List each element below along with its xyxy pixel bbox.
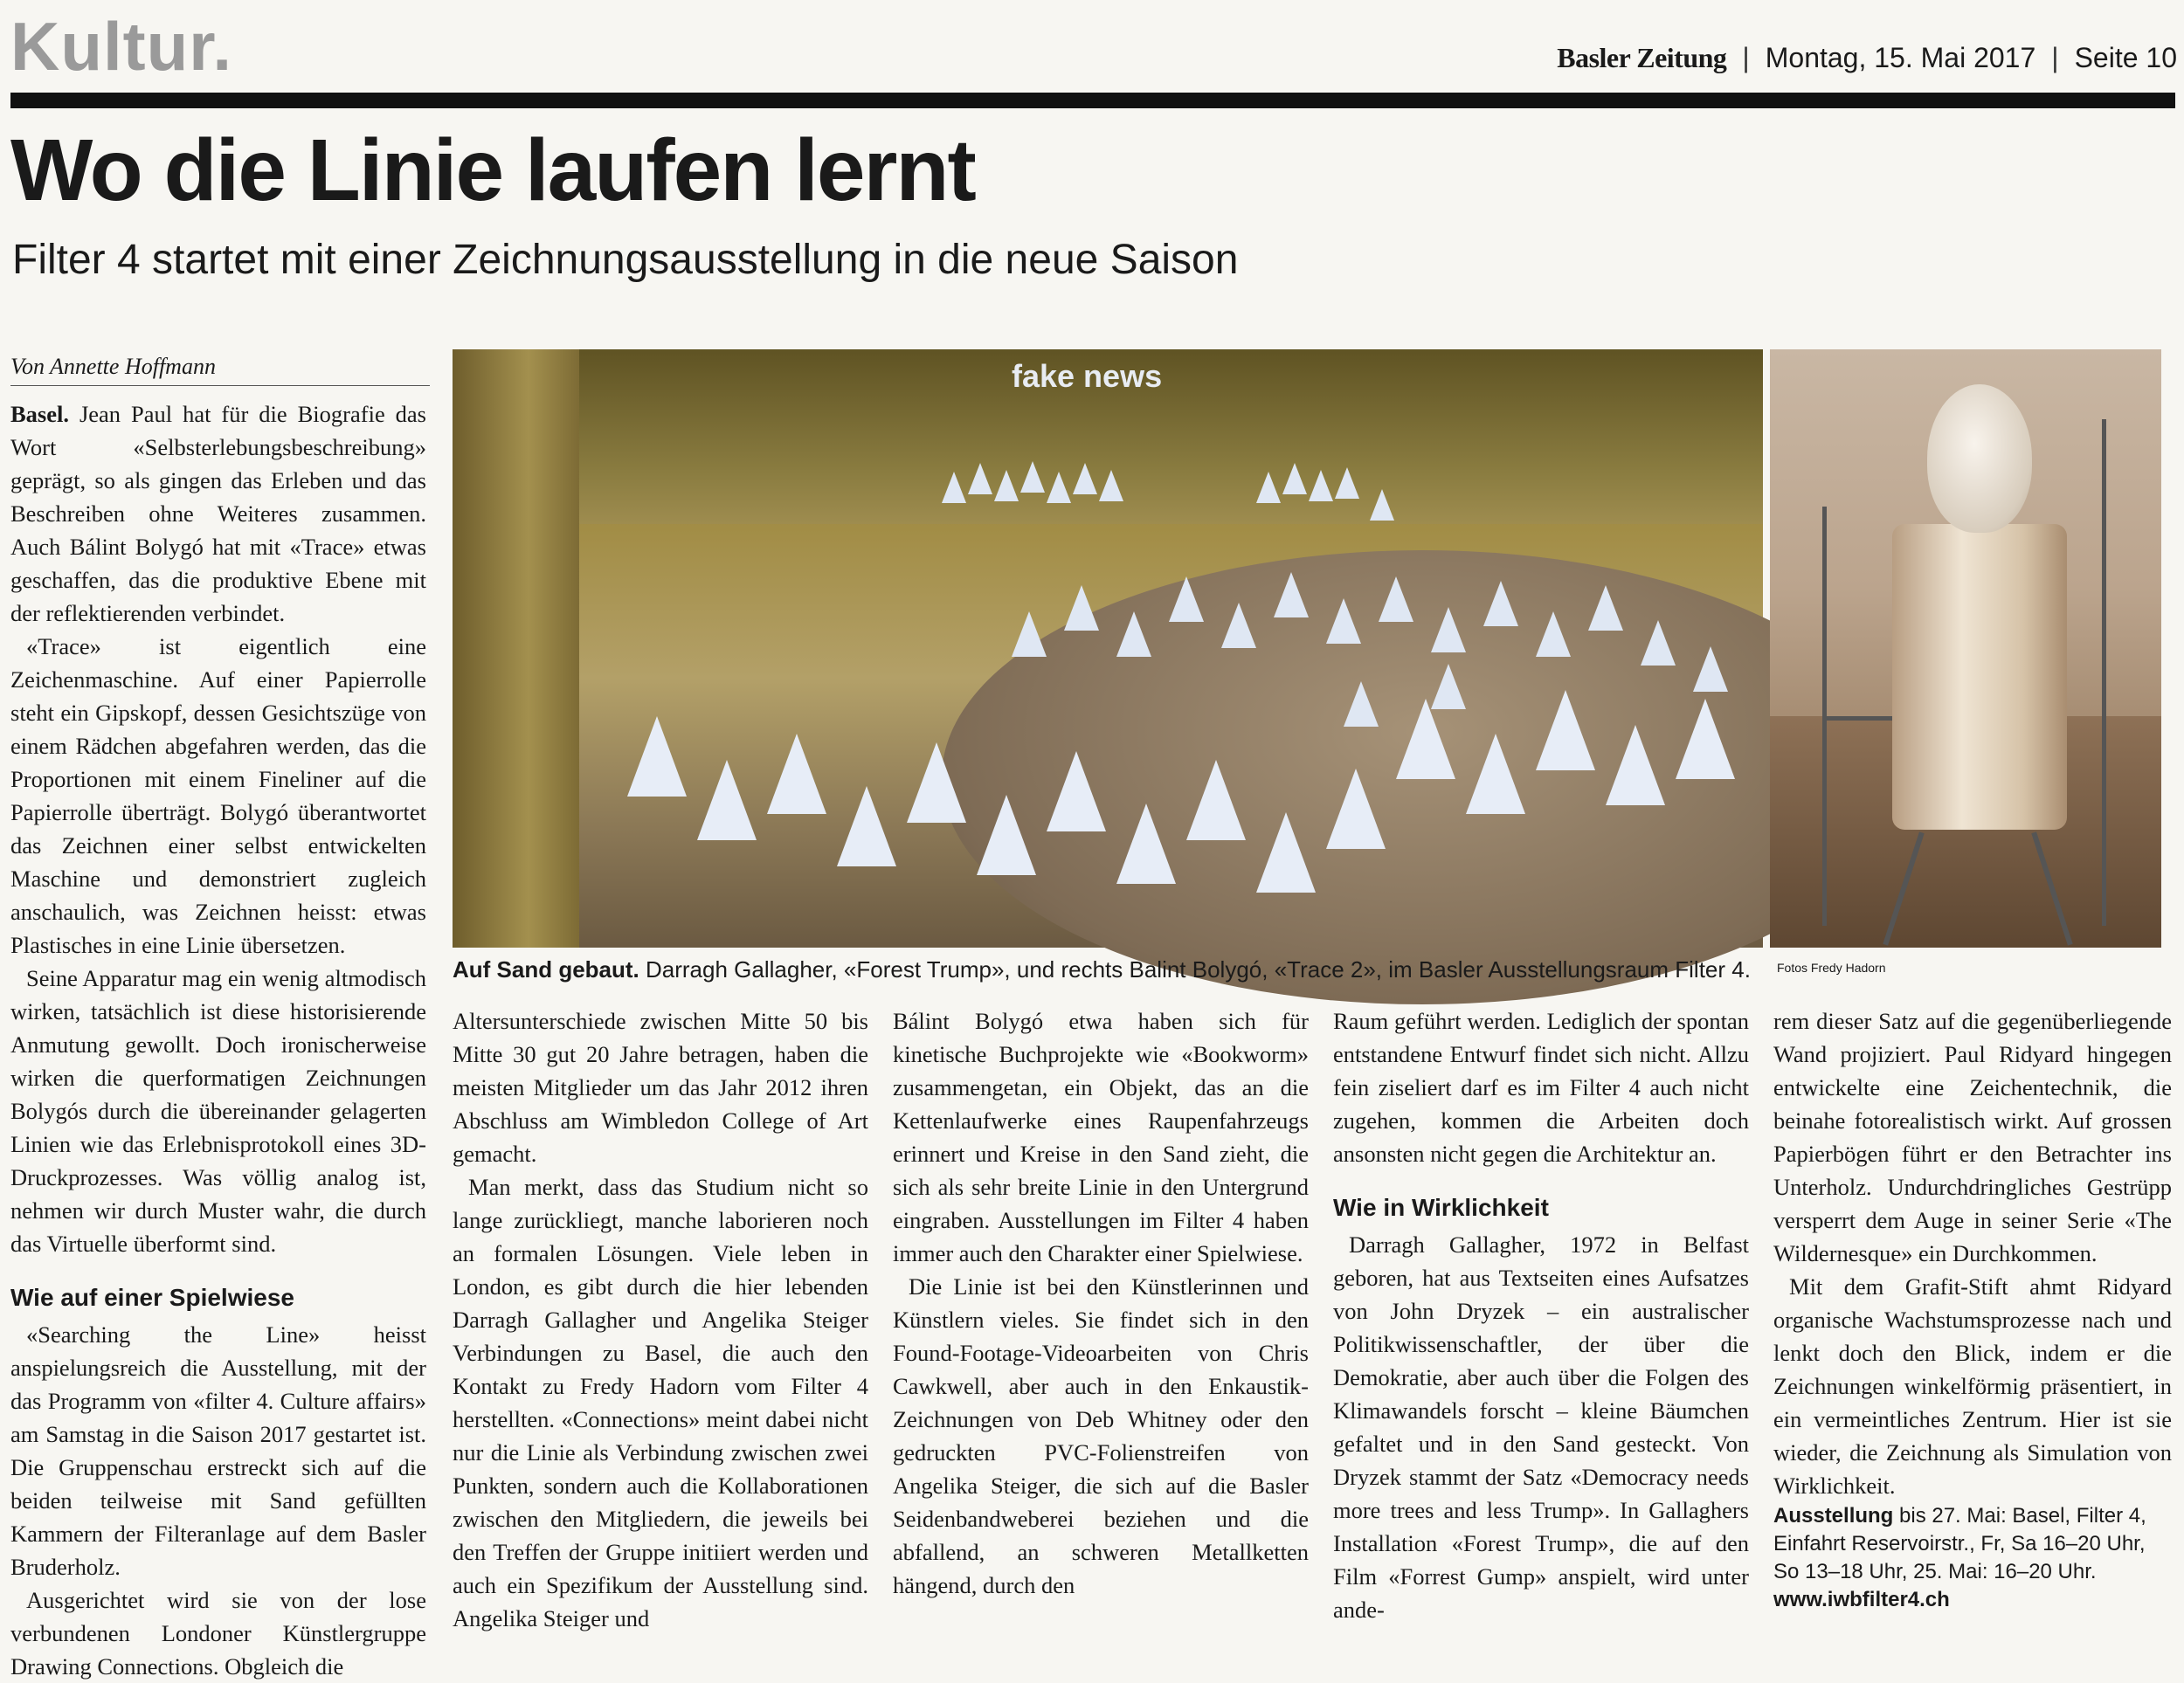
paper-tree <box>1309 470 1333 501</box>
paper-tree <box>1274 572 1309 617</box>
paper-tree <box>994 470 1019 501</box>
paper-tree <box>1641 620 1676 666</box>
paragraph: Mit dem Grafit-Stift ahmt Ridyard organische Wachstumsprozesse nach und lenkt doch den Blick, indem er die Zeichnungen winkelförmig präsentiert, in ein vermeintliches Zentrum. Hier ist sie wieder, die Zeichnung als Simulation von Wirklichkeit. <box>1773 1273 2172 1499</box>
text-column-4 <box>1333 1004 1749 1623</box>
paragraph: Raum geführt werden. Lediglich der spontan entstandene Entwurf findet sich nicht. Allzu fein ziseliert darf es im Filter 4 auch nicht zugehen, kommen die Arbeiten doch ansonsten nicht gegen die Architektur an. <box>1333 1008 1749 1167</box>
paper-tree <box>1431 664 1466 709</box>
paper-tree <box>1012 611 1047 657</box>
text-column-3 <box>893 1004 1309 1598</box>
paper-tree <box>1344 681 1379 727</box>
paragraph: rem dieser Satz auf die gegenüberliegende Wand projiziert. Paul Ridyard hingegen entwickelte eine Zeichentechnik, die beinahe fotorealistisch wirkt. Auf grossen Papierbögen führt er den Betrachter ins Unterholz. Undurchdringliches Gestrüpp versperrt dem Auge in seiner Serie «The Wildernesque» ein Durchkommen. <box>1773 1008 2172 1266</box>
paragraph-text: Jean Paul hat für die Biografie das Wort «Selbsterlebungsbeschreibung» geprägt, so als gingen das Erleben und das Beschreiben ohne Weiteres zusammen. Auch Bálint Bolygó hat mit «Trace» etwas geschaffen, das die produktive Ebene mit der reflektierenden verbindet. <box>10 401 426 626</box>
paper-tree <box>627 716 687 797</box>
paper-tree <box>1536 611 1571 657</box>
paper-tree <box>1186 760 1246 840</box>
paragraph: Seine Apparatur mag ein wenig altmodisch wirken, tatsächlich ist diese historisierende Anmutung gewollt. Doch ironischerweise wirken die querformatigen Zeichnungen Bolygós durch die übereinander gelagerten Linien wie das Erlebnisprotokoll eines 3D-Druckprozesses. Was völlig analog ist, nehmen wir durch Muster wahr, die durch das Virtuelle überformt sind. <box>10 965 426 1257</box>
dateline: Basel. <box>10 401 69 427</box>
subtitle: Filter 4 startet mit einer Zeichnungsausstellung in die neue Saison <box>12 237 1239 283</box>
paper-tree <box>1606 725 1665 805</box>
paper-tree <box>1169 576 1204 622</box>
paper-tree <box>1431 607 1466 652</box>
machine-rod <box>2102 419 2106 926</box>
paper-tree <box>1370 489 1394 521</box>
info-text: bis 27. Mai: Basel, Filter 4, Einfahrt Reservoirstr., Fr, Sa 16–20 Uhr, So 13–18 Uhr, 25. Mai: 16–20 Uhr. <box>1773 1504 2146 1583</box>
paper-tree <box>837 786 896 866</box>
photo-caption <box>453 956 1751 983</box>
paper-tree <box>1693 646 1728 692</box>
paper-tree <box>767 734 826 814</box>
paper-tree <box>942 472 966 503</box>
paragraph <box>10 397 426 630</box>
paper-tree <box>1073 463 1097 494</box>
masthead-separator: | <box>1742 42 1750 73</box>
paper-tree <box>697 760 757 840</box>
paper-tree <box>1676 699 1735 779</box>
paper-tree <box>1020 461 1045 493</box>
photo-trace-2 <box>1770 349 2161 948</box>
paper-tree <box>1116 611 1151 657</box>
paragraph: Die Linie ist bei den Künstlerinnen und Künstlern vieles. Sie findet sich in den Found-Footage-Videoarbeiten von Chris Cawkwell, aber auch in den Enkaustik-Zeichnungen von Deb Whitney oder den gedruckten PVC-Folienstreifen von Angelika Steiger, die sich auf die Basler Seidenbandweberei beziehen und die abfallend, an schweren Metallketten hängend, durch den <box>893 1273 1309 1598</box>
headline: Wo die Linie laufen lernt <box>10 121 975 219</box>
page-number: Seite 10 <box>2074 42 2177 73</box>
paragraph: Man merkt, dass das Studium nicht so lange zurückliegt, manche laborieren noch an formalen Lösungen. Viele leben in London, es gibt durch die hier lebenden Darragh Gallagher und Angelika Steiger Verbindungen zu Basel, die auch den Kontakt zu Fredy Hadorn vom Filter 4 herstellten. «Connections» meint dabei nicht nur die Linie als Verbindung zwischen zwei Punkten, sondern auch die Kollaborationen zwischen den Mitgliedern, die jeweils bei den Treffen der Gruppe initiiert werden und auch ein Spezifikum der Ausstellung sind. Angelika Steiger und <box>453 1174 868 1631</box>
plaster-head <box>1927 384 2032 533</box>
paper-roll <box>1892 524 2067 830</box>
header-rule <box>10 93 2175 108</box>
paragraph: Altersunterschiede zwischen Mitte 50 bis Mitte 30 gut 20 Jahre betragen, haben die meisten Mitglieder um das Jahr 2012 ihren Abschluss am Wimbledon College of Art gemacht. <box>453 1008 868 1167</box>
paper-tree <box>1326 598 1361 644</box>
info-label: Ausstellung <box>1773 1504 1894 1528</box>
photo-backwall <box>579 349 1763 524</box>
caption-text: Darragh Gallagher, «Forest Trump», und rechts Balint Bolygó, «Trace 2», im Basler Ausstellungsraum Filter 4. <box>639 956 1751 983</box>
newspaper-name: Basler Zeitung <box>1557 42 1727 73</box>
paper-tree <box>1221 603 1256 648</box>
paper-tree <box>1536 690 1595 770</box>
website-link[interactable]: www.iwbfilter4.ch <box>1773 1588 1950 1611</box>
paragraph: «Trace» ist eigentlich eine Zeichenmaschine. Auf einer Papierrolle steht ein Gipskopf, dessen Gesichtszüge von einem Rädchen abgefahren werden, das die Proportionen mit einem Fineliner auf die Papierrolle überträgt. Bolygó überantwortet das Zeichnen einer selbst entwickelten Maschine und demonstriert zugleich anschaulich, was Zeichnen heisst: etwas Plastisches in eine Linie übersetzen. <box>10 633 426 958</box>
byline: Von Annette Hoffmann <box>10 354 430 386</box>
masthead-separator: | <box>2051 42 2059 73</box>
paper-tree <box>1064 585 1099 631</box>
paper-tree <box>1396 699 1455 779</box>
paragraph: Ausgerichtet wird sie von der lose verbundenen Londoner Künstlergruppe Drawing Connections. Obgleich die <box>10 1587 426 1680</box>
paragraph: Darragh Gallagher, 1972 in Belfast geboren, hat aus Textseiten eines Aufsatzes von John Dryzek – ein australischer Politikwissenschaftler, der über die Demokratie, aber auch über die Folgen des Klimawandels forscht – kleine Bäumchen gefaltet und in den Sand gesteckt. Von Dryzek stammt der Satz «Democracy needs more trees and less Trump». In Gallaghers Installation «Forest Trump», die auf den Film «Forrest Gump» anspielt, wird unter ande- <box>1333 1231 1749 1623</box>
paper-tree <box>907 742 966 823</box>
text-column-1 <box>10 397 426 1680</box>
masthead <box>1557 42 2177 74</box>
caption-lead: Auf Sand gebaut. <box>453 956 639 983</box>
paper-tree <box>977 795 1036 875</box>
paper-tree <box>1588 585 1623 631</box>
issue-date: Montag, 15. Mai 2017 <box>1765 42 2036 73</box>
paragraph: Bálint Bolygó etwa haben sich für kinetische Buchprojekte wie «Bookworm» zusammengetan, ein Objekt, das an die Kettenlaufwerke eines Raupenfahrzeugs erinnert und Kreise in den Sand zieht, die sich als sehr breite Linie in den Untergrund eingraben. Ausstellungen im Filter 4 haben immer auch den Charakter einer Spielwiese. <box>893 1008 1309 1266</box>
photo-forest-trump <box>453 349 1763 948</box>
text-column-2 <box>453 1004 868 1631</box>
subheading: Wie auf einer Spielwiese <box>10 1284 294 1311</box>
paper-tree <box>1256 472 1281 503</box>
paper-tree <box>1466 734 1525 814</box>
subheading: Wie in Wirklichkeit <box>1333 1194 1549 1221</box>
paper-tree <box>1256 812 1316 893</box>
paragraph: «Searching the Line» heisst anspielungsreich die Ausstellung, mit der das Programm von «filter 4. Culture affairs» am Samstag in die Saison 2017 gestartet ist. Die Gruppenschau erstreckt sich auf die beiden teilweise mit Sand gefüllten Kammern der Filteranlage auf dem Basler Bruderholz. <box>10 1321 426 1580</box>
exhibition-info <box>1773 1502 2172 1614</box>
paper-tree <box>1099 470 1123 501</box>
section-title: Kultur. <box>10 8 232 85</box>
paper-tree <box>1282 463 1307 494</box>
text-column-5 <box>1773 1004 2172 1611</box>
paper-tree <box>1047 472 1071 503</box>
paper-tree <box>1326 769 1386 849</box>
paper-tree <box>968 463 992 494</box>
paper-tree <box>1047 751 1106 831</box>
paper-tree <box>1483 581 1518 626</box>
paper-tree <box>1335 467 1359 499</box>
projected-text: fake news <box>1012 358 1163 394</box>
photo-wall <box>453 349 579 948</box>
photo-credit: Fotos Fredy Hadorn <box>1777 961 1886 975</box>
paper-tree <box>1379 576 1413 622</box>
paper-tree <box>1116 804 1176 884</box>
